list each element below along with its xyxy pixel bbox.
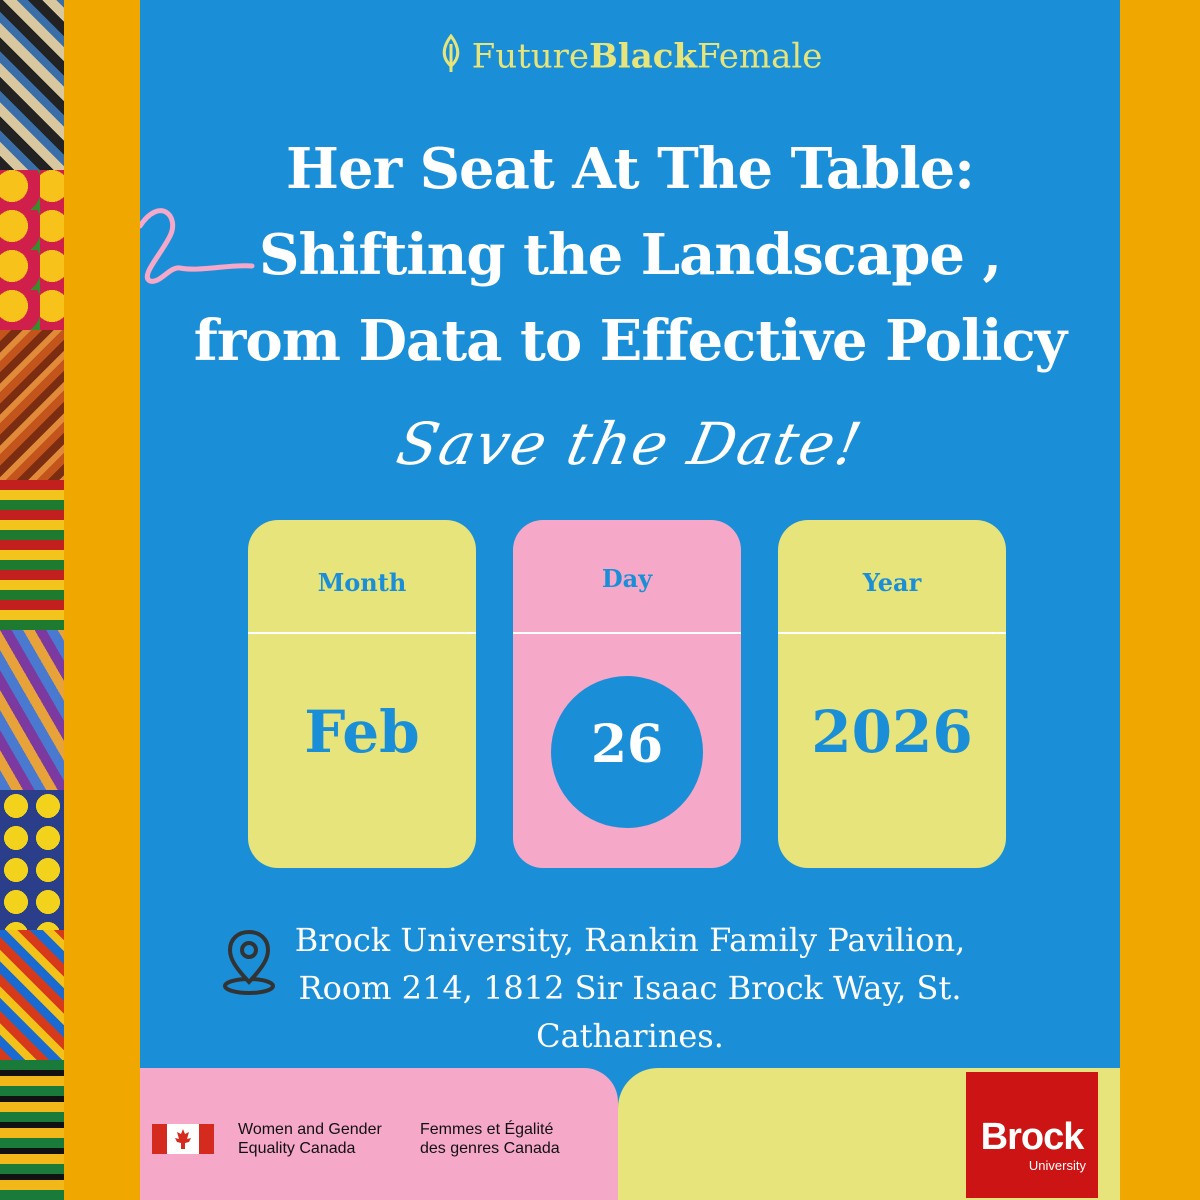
- location-line-3: Catharines.: [536, 1017, 724, 1055]
- day-value: 26: [590, 714, 664, 775]
- brock-logo-name: Brock: [980, 1116, 1084, 1158]
- day-card: [513, 520, 741, 868]
- gold-border-right: [1120, 0, 1200, 1200]
- day-divider: [513, 632, 741, 634]
- month-value: Feb: [304, 698, 420, 766]
- wgec-fr-line-1: Femmes et Égalité: [420, 1121, 554, 1138]
- brock-logo-sub: University: [1028, 1158, 1086, 1173]
- day-label: Day: [601, 564, 653, 593]
- year-label: Year: [862, 568, 922, 597]
- brand-part-future: Future: [471, 36, 590, 77]
- gold-border-left: [64, 0, 140, 1200]
- wgec-english-name: [238, 1120, 382, 1158]
- leaf-icon: [438, 34, 464, 83]
- wgec-fr-line-2: des genres Canada: [420, 1140, 560, 1157]
- year-value: 2026: [811, 698, 973, 766]
- year-divider: [778, 632, 1006, 634]
- location-line-2: Room 214, 1812 Sir Isaac Brock Way, St.: [298, 969, 962, 1007]
- day-circle: [551, 676, 703, 828]
- canada-flag-icon: [152, 1124, 214, 1154]
- partner-footer: [618, 1068, 1120, 1200]
- location-pin-icon: [220, 928, 278, 1000]
- title-line-1: Her Seat At The Table:: [286, 136, 974, 202]
- save-the-date-heading: Save the Date!: [391, 410, 869, 478]
- brand-part-black: Black: [589, 36, 698, 77]
- month-card: [248, 520, 476, 868]
- event-title: [140, 126, 1120, 384]
- event-location: [280, 916, 980, 1060]
- month-label: Month: [317, 568, 407, 597]
- title-line-3: from Data to Effective Policy: [193, 308, 1067, 374]
- brand-part-female: Female: [697, 36, 823, 77]
- year-card: [778, 520, 1006, 868]
- wgec-en-line-1: Women and Gender: [238, 1121, 382, 1138]
- brand-logo: [140, 34, 1120, 83]
- title-line-2: Shifting the Landscape ,: [259, 222, 1001, 288]
- flyer-panel: [140, 0, 1120, 1200]
- brock-university-logo: [966, 1072, 1098, 1198]
- wgec-en-line-2: Equality Canada: [238, 1140, 356, 1157]
- african-pattern-strip: [0, 0, 64, 1200]
- sponsor-footer: [140, 1068, 618, 1200]
- wgec-french-name: [420, 1120, 560, 1158]
- location-line-1: Brock University, Rankin Family Pavilion,: [294, 921, 966, 959]
- month-divider: [248, 632, 476, 634]
